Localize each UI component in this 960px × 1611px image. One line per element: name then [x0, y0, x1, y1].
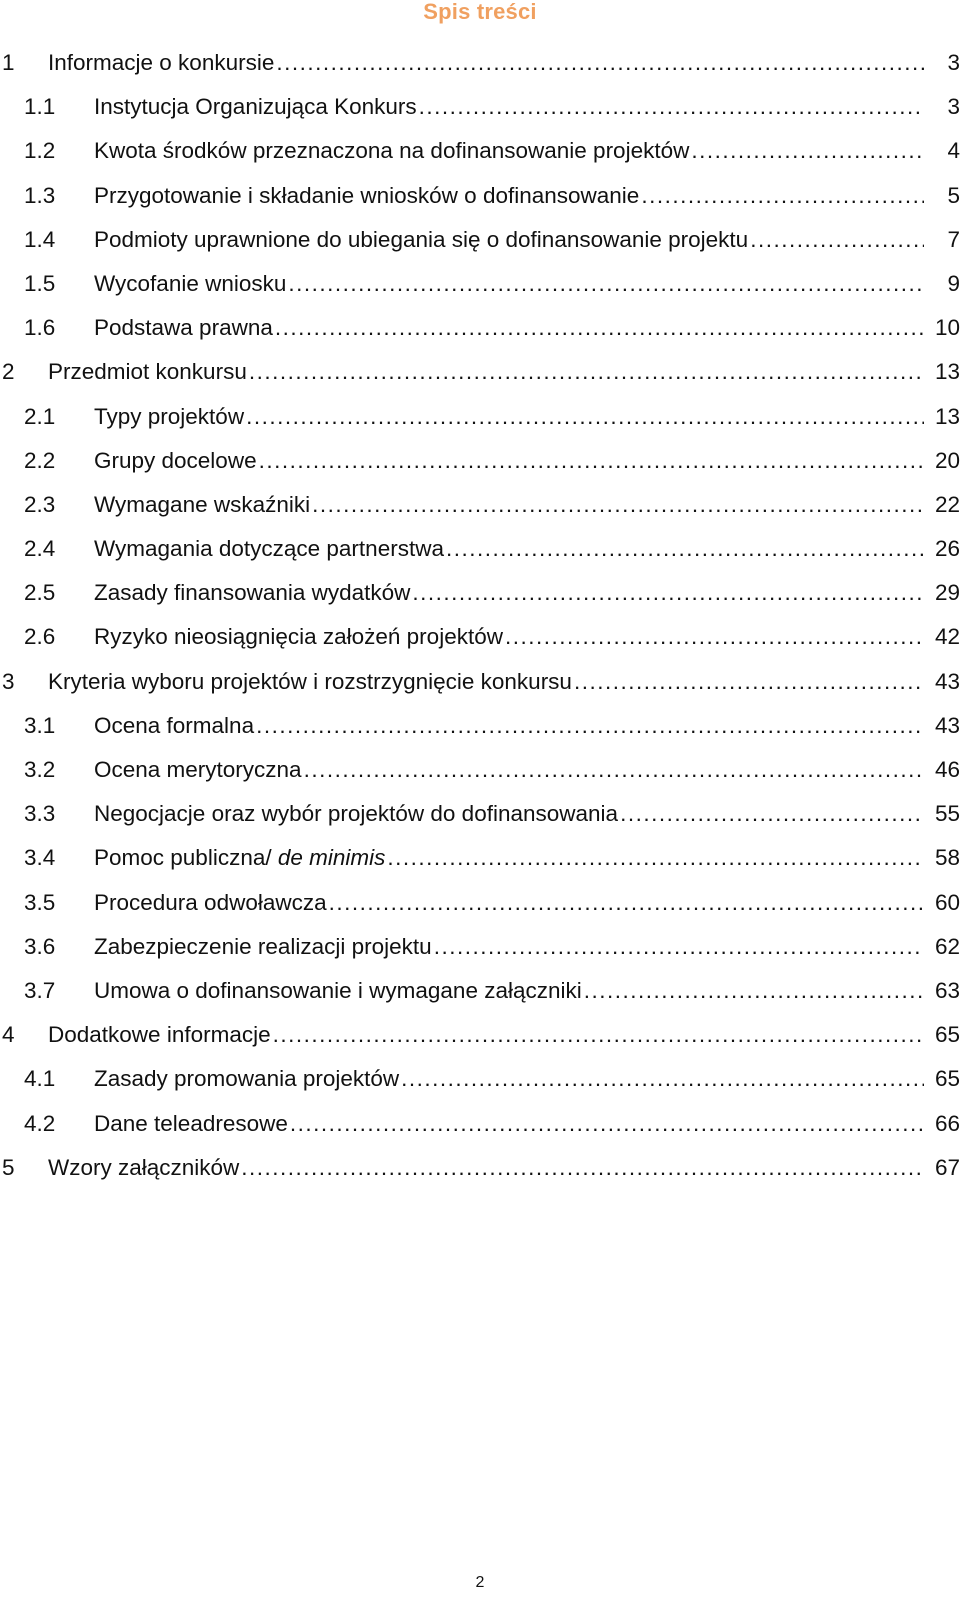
- toc-entry-label: [94, 1107, 288, 1141]
- toc-entry-label: [94, 930, 432, 964]
- toc-entry-label: [48, 46, 274, 80]
- dot-leader: [505, 620, 924, 654]
- toc-entry-number: 1.2: [24, 138, 56, 164]
- dot-leader: [446, 532, 924, 566]
- dot-leader: [620, 797, 924, 831]
- toc-entry-label-text: Negocjacje oraz wybór projektów do dofinansowania: [94, 801, 619, 827]
- toc-entry[interactable]: [0, 841, 960, 885]
- dot-leader: [241, 1151, 924, 1185]
- dot-leader: [246, 400, 924, 434]
- toc-entry-label-text: Przedmiot konkursu: [48, 359, 247, 385]
- toc-entry-number: 1.5: [24, 270, 56, 296]
- toc-entry-number: 3.5: [24, 889, 56, 915]
- toc-entry-label-text: Ocena merytoryczna: [94, 757, 302, 782]
- toc-entry-label: [94, 1062, 399, 1096]
- dot-leader: [434, 930, 924, 964]
- toc-entry-label-text: Ryzyko nieosiągnięcia założeń projektów: [94, 624, 503, 650]
- toc-entry[interactable]: [0, 753, 960, 797]
- toc-entry-label-text: Umowa o dofinansowanie i wymagane załączniki: [94, 977, 582, 1003]
- toc-entry-label: [94, 974, 582, 1008]
- toc-entry[interactable]: [0, 974, 960, 1018]
- toc-entry-label: [48, 1018, 271, 1052]
- toc-entry[interactable]: [0, 532, 960, 576]
- toc-entry-label: [48, 355, 247, 389]
- toc-entry-number: 2.2: [24, 447, 56, 473]
- toc-entry-label: [94, 223, 748, 257]
- dot-leader: [312, 488, 924, 522]
- dot-leader: [276, 46, 924, 80]
- toc-entry-number: 1.6: [24, 315, 56, 341]
- toc-entry-label-text: Zasady promowania projektów: [94, 1066, 400, 1092]
- toc-entry-label-text: Informacje o konkursie: [48, 50, 275, 75]
- toc-entry-page: 65: [934, 1066, 960, 1092]
- dot-leader: [304, 753, 924, 787]
- table-of-contents: [0, 46, 960, 1195]
- toc-entry-page: 20: [934, 447, 960, 473]
- toc-entry-label-text: Wymagane wskaźniki: [94, 491, 311, 517]
- dot-leader: [275, 311, 924, 345]
- dot-leader: [584, 974, 924, 1008]
- toc-entry-number: 2.6: [24, 624, 56, 650]
- toc-entry[interactable]: [0, 223, 960, 267]
- toc-entry-number: 4.2: [24, 1110, 56, 1136]
- toc-entry-page: 66: [934, 1110, 960, 1136]
- dot-leader: [750, 223, 924, 257]
- toc-entry-label-text: Zabezpieczenie realizacji projektu: [94, 933, 432, 959]
- toc-entry-label-text: Dane teleadresowe: [94, 1110, 288, 1136]
- toc-entry[interactable]: [0, 179, 960, 223]
- toc-entry-page: 10: [934, 315, 960, 341]
- toc-entry-number: 2.1: [24, 403, 56, 429]
- toc-entry-number: 3: [2, 668, 15, 694]
- toc-entry[interactable]: [0, 46, 960, 90]
- toc-entry[interactable]: [0, 488, 960, 532]
- toc-entry-label-text: Procedura odwoławcza: [94, 889, 327, 915]
- toc-entry[interactable]: [0, 620, 960, 664]
- toc-entry-label-text: Dodatkowe informacje: [48, 1022, 271, 1048]
- toc-entry-page: 3: [947, 50, 960, 75]
- toc-entry[interactable]: [0, 665, 960, 709]
- toc-entry[interactable]: [0, 267, 960, 311]
- toc-entry[interactable]: [0, 709, 960, 753]
- toc-entry-label-text: Kryteria wyboru projektów i rozstrzygnięcie konkursu: [48, 668, 572, 694]
- toc-entry-page: 43: [934, 668, 960, 694]
- dot-leader: [401, 1062, 924, 1096]
- toc-entry-number: 3.7: [24, 977, 56, 1003]
- toc-entry-label-text: Zasady finansowania wydatków: [94, 580, 411, 606]
- toc-entry-number: 3.4: [24, 845, 56, 871]
- toc-entry-number: 3.3: [24, 801, 56, 827]
- toc-entry[interactable]: [0, 797, 960, 841]
- dot-leader: [329, 886, 924, 920]
- toc-entry-number: 5: [2, 1154, 15, 1180]
- toc-entry-label: [94, 841, 385, 875]
- dot-leader: [641, 179, 924, 213]
- toc-entry-page: 43: [934, 712, 960, 738]
- toc-entry-number: 1.3: [24, 182, 56, 208]
- toc-entry-label: [94, 134, 689, 168]
- toc-entry-number: 3.6: [24, 933, 56, 959]
- toc-entry-page: 7: [947, 226, 960, 252]
- toc-entry-page: 60: [934, 889, 960, 915]
- dot-leader: [249, 355, 924, 389]
- toc-entry[interactable]: [0, 311, 960, 355]
- toc-entry-page: 62: [934, 933, 960, 959]
- toc-entry-label-text: Podstawa prawna: [94, 315, 273, 341]
- toc-entry-number: 1.1: [24, 94, 56, 120]
- toc-entry-page: 13: [934, 359, 960, 385]
- toc-entry-label: [94, 90, 417, 124]
- toc-entry-number: 3.1: [24, 712, 56, 738]
- toc-entry-number: 2.4: [24, 536, 56, 562]
- toc-entry-number: 1: [2, 50, 15, 75]
- toc-entry[interactable]: [0, 444, 960, 488]
- toc-entry-label-text: Pomoc publiczna/: [94, 845, 278, 871]
- toc-entry[interactable]: [0, 355, 960, 399]
- toc-entry-label: [94, 576, 410, 610]
- toc-entry-number: 2: [2, 359, 15, 385]
- toc-entry-label-text: Grupy docelowe: [94, 447, 257, 473]
- toc-entry-page: 22: [934, 491, 960, 517]
- toc-entry-page: 13: [934, 403, 960, 429]
- dot-leader: [256, 709, 924, 743]
- toc-entry-label-text: Przygotowanie i składanie wniosków o dofinansowanie: [94, 182, 640, 208]
- toc-entry-page: 5: [947, 182, 960, 208]
- toc-entry-label-text: Ocena formalna: [94, 712, 255, 738]
- toc-entry-number: 1.4: [24, 226, 56, 252]
- toc-entry-label: [48, 665, 572, 699]
- dot-leader: [387, 841, 924, 875]
- toc-entry-label: [94, 267, 286, 301]
- toc-entry-label: [94, 620, 503, 654]
- dot-leader: [259, 444, 924, 478]
- toc-entry-label: [48, 1151, 239, 1185]
- toc-entry[interactable]: [0, 930, 960, 974]
- toc-entry-label-text: Typy projektów: [94, 403, 245, 429]
- toc-entry-number: 4.1: [24, 1066, 56, 1092]
- toc-entry-number: 2.5: [24, 580, 56, 606]
- toc-entry-page: 3: [947, 94, 960, 120]
- toc-entry-page: 46: [934, 757, 960, 782]
- toc-entry-number: 2.3: [24, 491, 56, 517]
- toc-entry-label: [94, 311, 273, 345]
- toc-entry[interactable]: [0, 886, 960, 930]
- toc-entry-number: 4: [2, 1022, 15, 1048]
- toc-entry-label-text: Wymagania dotyczące partnerstwa: [94, 536, 444, 562]
- toc-entry-label: [94, 400, 244, 434]
- toc-entry-label-text: Podmioty uprawnione do ubiegania się o dofinansowanie projektu: [94, 226, 749, 252]
- toc-entry-label-italic: de minimis: [277, 845, 386, 871]
- toc-entry[interactable]: [0, 400, 960, 444]
- toc-entry-label: [94, 532, 444, 566]
- toc-entry-label: [94, 179, 639, 213]
- dot-leader: [691, 134, 924, 168]
- toc-entry-page: 9: [947, 270, 960, 296]
- toc-entry-label: [94, 797, 618, 831]
- toc-entry-label: [94, 444, 257, 478]
- toc-entry[interactable]: [0, 1107, 960, 1151]
- dot-leader: [574, 665, 924, 699]
- toc-entry-page: 26: [934, 536, 960, 562]
- toc-entry-label-text: Wycofanie wniosku: [94, 270, 287, 296]
- toc-entry[interactable]: [0, 1151, 960, 1195]
- toc-entry-page: 4: [947, 138, 960, 164]
- toc-entry[interactable]: [0, 134, 960, 178]
- dot-leader: [273, 1018, 924, 1052]
- toc-entry-page: 29: [934, 580, 960, 606]
- toc-title: Spis treści: [423, 0, 537, 24]
- toc-entry-page: 63: [934, 977, 960, 1003]
- toc-entry-label-text: Instytucja Organizująca Konkurs: [94, 94, 417, 120]
- toc-entry-page: 55: [934, 801, 960, 827]
- toc-entry-label: [94, 709, 254, 743]
- page-number: 2: [475, 1574, 485, 1591]
- toc-entry-number: 3.2: [24, 757, 56, 782]
- toc-entry-label: [94, 753, 302, 787]
- toc-entry-page: 65: [934, 1022, 960, 1048]
- toc-entry-label-text: Wzory załączników: [48, 1154, 240, 1180]
- toc-entry[interactable]: [0, 1062, 960, 1106]
- toc-entry-label-text: Kwota środków przeznaczona na dofinansowanie projektów: [94, 138, 690, 164]
- toc-entry-page: 42: [934, 624, 960, 650]
- dot-leader: [412, 576, 924, 610]
- dot-leader: [288, 267, 924, 301]
- toc-entry[interactable]: [0, 576, 960, 620]
- toc-entry-label: [94, 488, 310, 522]
- dot-leader: [290, 1107, 924, 1141]
- dot-leader: [419, 90, 924, 124]
- toc-entry[interactable]: [0, 90, 960, 134]
- toc-entry-page: 67: [934, 1154, 960, 1180]
- toc-entry-label: [94, 886, 327, 920]
- toc-entry-page: 58: [934, 845, 960, 871]
- toc-entry[interactable]: [0, 1018, 960, 1062]
